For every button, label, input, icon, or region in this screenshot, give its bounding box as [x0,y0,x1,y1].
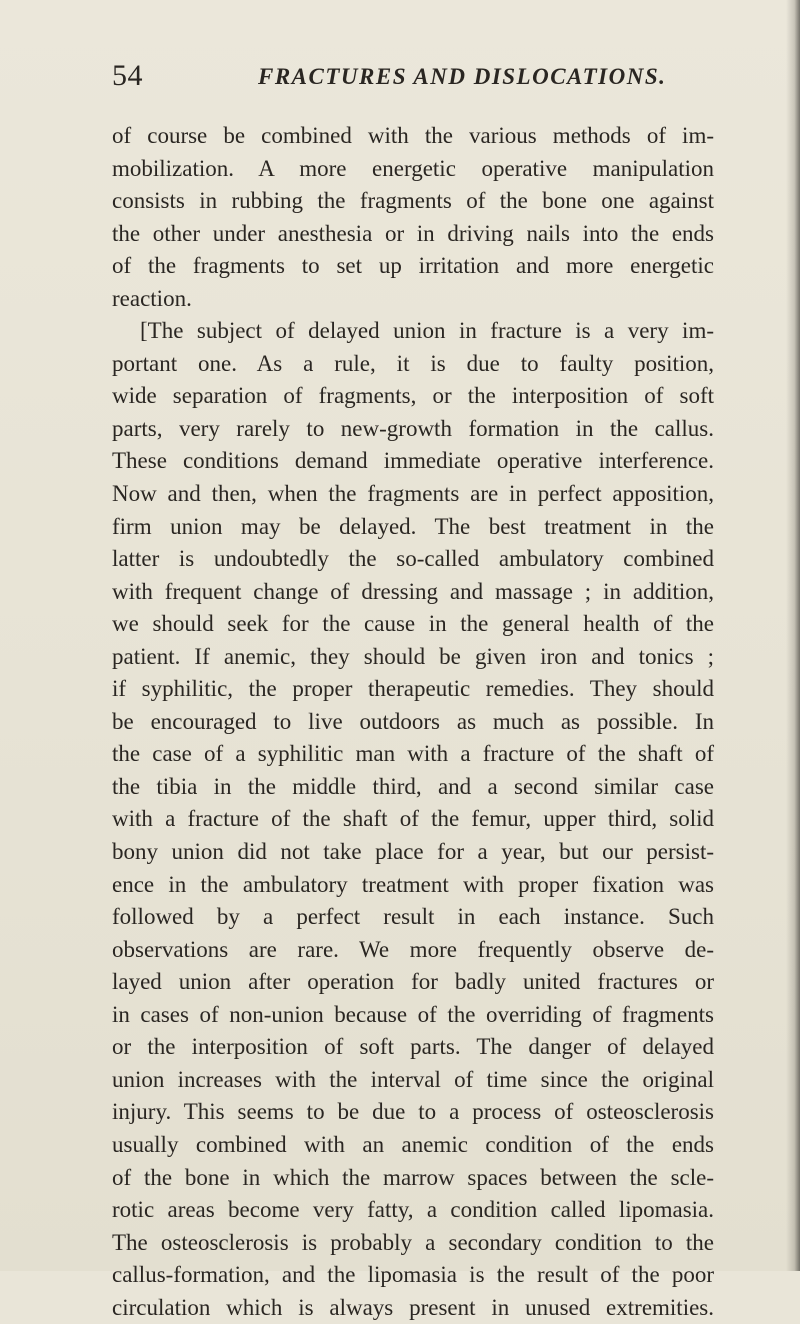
text-line: the other under anesthesia or in driving nails into the ends [112,220,714,246]
text-line: observations are rare. We more frequently observe de- [112,936,714,962]
page-edge-shadow [786,0,800,1271]
text-line: callus-formation, and the lipomasia is the result of the poor [112,1262,714,1288]
text-line: [The subject of delayed union in fracture is a very im- [140,318,714,344]
text-line: followed by a perfect result in each instance. Such [112,904,714,930]
text-line: with frequent change of dressing and massage ; in addition, [112,578,714,604]
text-line: usually combined with an anemic condition of the ends [112,1131,714,1157]
text-line: portant one. As a rule, it is due to faulty position, [112,350,714,376]
text-line: ence in the ambulatory treatment with proper fixation was [112,871,714,897]
text-line: patient. If anemic, they should be given iron and tonics ; [112,643,714,669]
text-line: of the bone in which the marrow spaces between the scle- [112,1164,714,1190]
text-line: parts, very rarely to new-growth formation in the callus. [112,415,714,441]
text-line: mobilization. A more energetic operative manipulation [112,155,714,181]
text-line: bony union did not take place for a year, but our persist- [112,839,714,865]
text-line: union increases with the interval of time since the original [112,1066,714,1092]
text-line: circulation which is always present in unused extremities. [112,1294,714,1320]
text-line: the case of a syphilitic man with a fracture of the shaft of [112,741,714,767]
text-line: of course be combined with the various methods of im- [112,123,714,148]
text-line: the tibia in the middle third, and a second similar case [112,773,714,799]
text-line: These conditions demand immediate operative interference. [112,448,714,474]
text-line: be encouraged to live outdoors as much as possible. In [112,708,714,734]
text-line: layed union after operation for badly united fractures or [112,969,714,995]
text-line: we should seek for the cause in the general health of the [112,611,714,637]
text-line: rotic areas become very fatty, a condition called lipomasia. [112,1197,714,1223]
text-line: latter is undoubtedly the so-called ambulatory combined [112,546,714,572]
text-line: wide separation of fragments, or the interposition of soft [112,383,714,409]
text-line: The osteosclerosis is probably a secondary condition to the [112,1229,714,1255]
text-line: injury. This seems to be due to a process of osteosclerosis [112,1099,714,1125]
body-text [112,120,714,1324]
page-header [112,58,712,98]
text-line: firm union may be delayed. The best treatment in the [112,513,714,539]
running-title: FRACTURES AND DISLOCATIONS. [258,64,667,89]
text-line: if syphilitic, the proper therapeutic remedies. They should [112,676,714,702]
text-line: in cases of non-union because of the overriding of fragments [112,1001,714,1027]
text-line: with a fracture of the shaft of the femur, upper third, solid [112,806,714,832]
page-number: 54 [112,59,143,92]
text-line: consists in rubbing the fragments of the bone one against [112,188,714,214]
text-line: or the interposition of soft parts. The danger of delayed [112,1034,714,1060]
text-line: of the fragments to set up irritation and more energetic [112,253,714,279]
text-line: reaction. [112,285,192,311]
text-line: Now and then, when the fragments are in perfect apposition, [112,481,714,507]
